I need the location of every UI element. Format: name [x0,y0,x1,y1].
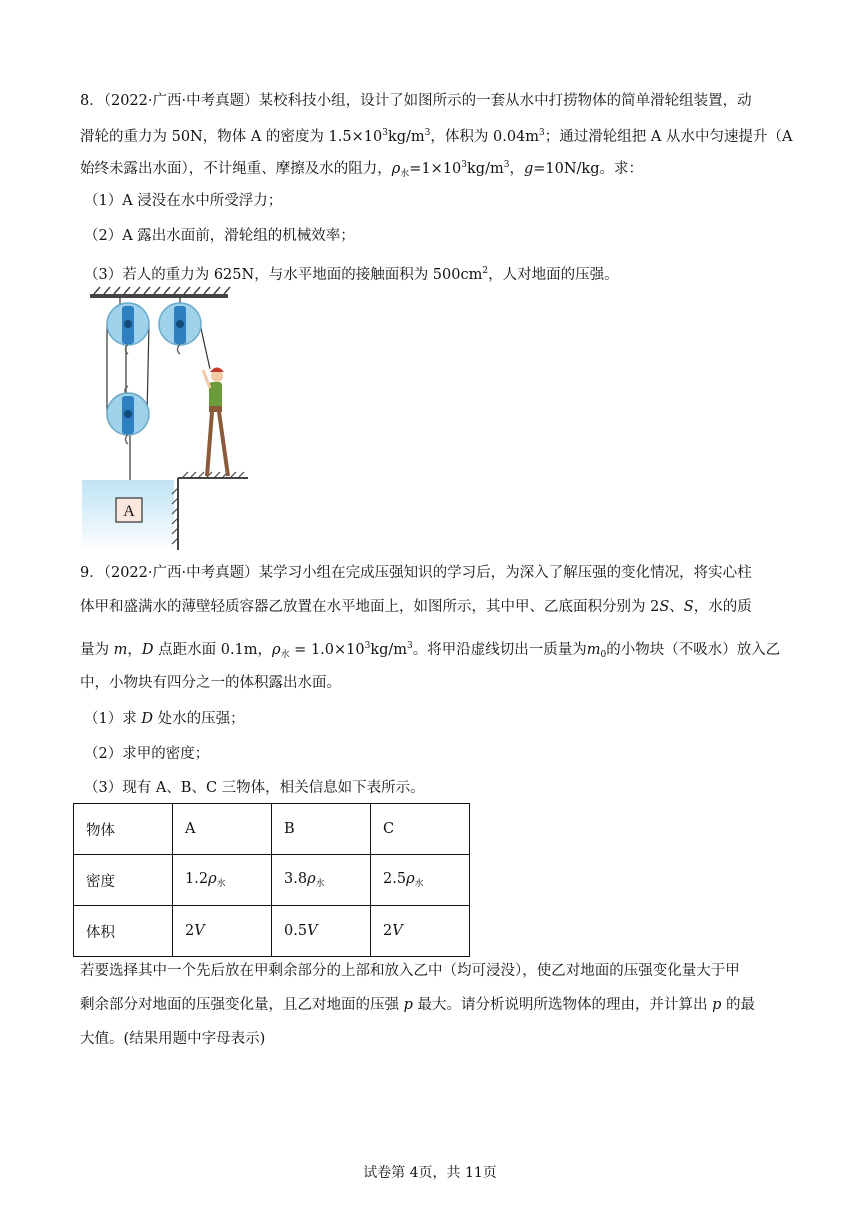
pulley-diagram [82,284,258,552]
table-cell: C [371,804,470,855]
q9-sub-2: （2）求甲的密度； [84,746,210,762]
table-cell: A [173,804,272,855]
q8-sub-3: （3）若人的重力为 625N，与水平地面的接触面积为 $500cm^2$，人对地面的压强。 [84,266,619,283]
q9-line-3: 量为 m，D 点距水面 0.1m，$\rho_水 = 1.0\times 10^3kg/m^3$。将甲沿虚线切出一质量为$m_0$的小物块（不吸水）放入乙 [80,641,781,660]
q9-after-3: 大值。(结果用题中字母表示) [80,1031,266,1047]
page-footer: 试卷第 4页，共 11页 [363,1165,497,1181]
table-cell: $2.5\rho_水$ [371,855,470,906]
q8-sub-2: （2）A 露出水面前，滑轮组的机械效率； [84,228,355,244]
block-a-label: A [123,503,135,520]
q9-line-2: 体甲和盛满水的薄壁轻质容器乙放置在水平地面上，如图所示，其中甲、乙底面积分别为 2S、S，水的质 [80,599,752,615]
table-row [74,855,470,906]
table-cell: 物体 [74,804,173,855]
q9-line-1: 9．（2022·广西·中考真题）某学习小组在完成压强知识的学习后，为深入了解压强的变化情况，将实心柱 [80,565,752,581]
table-cell: 2V [371,906,470,957]
q9-sub-1: （1）求 D 处水的压强； [84,711,245,727]
table-row [74,906,470,957]
q8-line-1: 8．（2022·广西·中考真题）某校科技小组，设计了如图所示的一套从水中打捞物体的简单滑轮组装置，动 [80,93,752,109]
person-pulling-rope [203,368,228,477]
table-cell: $1.2\rho_水$ [173,855,272,906]
q9-line-4: 中，小物块有四分之一的体积露出水面。 [80,675,341,691]
q9-after-1: 若要选择其中一个先后放在甲剩余部分的上部和放入乙中（均可浸没），使乙对地面的压强变化量大于甲 [80,963,740,979]
q8-sub-1: （1）A 浸没在水中所受浮力； [84,193,283,209]
platform [172,472,248,550]
q8-line-3: 始终未露出水面），不计绳重、摩擦及水的阻力，$\rho_水=1\times 10^3kg/m^3$，g=10N/kg。求： [80,160,643,179]
q9-after-2: 剩余部分对地面的压强变化量，且乙对地面的压强 p 最大。请分析说明所选物体的理由，并计算出 p 的最 [80,997,756,1013]
q8-line-2: 滑轮的重力为 50N，物体 A 的密度为 $1.5\times 10^3kg/m^3$，体积为 $0.04m^3$；通过滑轮组把 A 从水中匀速提升（A [80,128,793,145]
table-cell: 体积 [74,906,173,957]
objects-table [73,803,470,957]
table-cell: $3.8\rho_水$ [272,855,371,906]
table-cell: 2V [173,906,272,957]
fixed-pulley-right [159,303,201,354]
table-cell: 0.5V [272,906,371,957]
movable-pulley [107,386,149,444]
fixed-pulley-left [107,303,149,354]
table-cell: 密度 [74,855,173,906]
q9-sub-3: （3）现有 A、B、C 三物体，相关信息如下表所示。 [84,780,425,796]
ceiling [90,287,230,298]
table-row [74,804,470,855]
table-cell: B [272,804,371,855]
